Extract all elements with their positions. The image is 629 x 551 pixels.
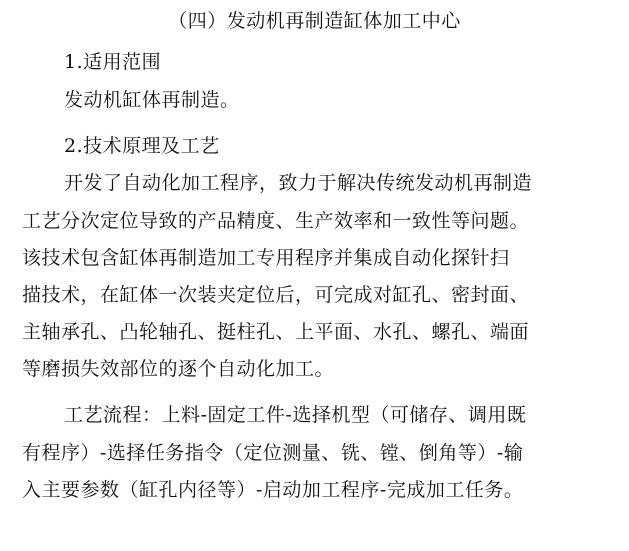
paragraph1-line-1: 开发了自动化加工程序，致力于解决传统发动机再制造 [64, 172, 533, 194]
paragraph1-line-4: 描技术，在缸体一次装夹定位后，可完成对缸孔、密封面、 [22, 284, 530, 306]
paragraph2-line-3: 入主要参数（缸孔内径等）-启动加工程序-完成加工任务。 [22, 479, 524, 501]
section1-body: 发动机缸体再制造。 [64, 89, 240, 111]
paragraph1-line-2: 工艺分次定位导致的产品精度、生产效率和一致性等问题。 [22, 210, 530, 232]
section2-heading: 2.技术原理及工艺 [64, 135, 220, 157]
paragraph2-line-2: 有程序）-选择任务指令（定位测量、铣、镗、倒角等）-输 [22, 442, 524, 464]
paragraph2-line-1: 工艺流程：上料-固定工件-选择机型（可储存、调用既 [64, 404, 527, 426]
paragraph1-line-5: 主轴承孔、凸轮轴孔、挺柱孔、上平面、水孔、螺孔、端面 [22, 321, 530, 343]
document-title: （四）发动机再制造缸体加工中心 [168, 10, 461, 32]
section1-heading: 1.适用范围 [64, 51, 162, 73]
paragraph1-line-3: 该技术包含缸体再制造加工专用程序并集成自动化探针扫 [22, 247, 510, 269]
paragraph1-line-6: 等磨损失效部位的逐个自动化加工。 [22, 358, 335, 380]
